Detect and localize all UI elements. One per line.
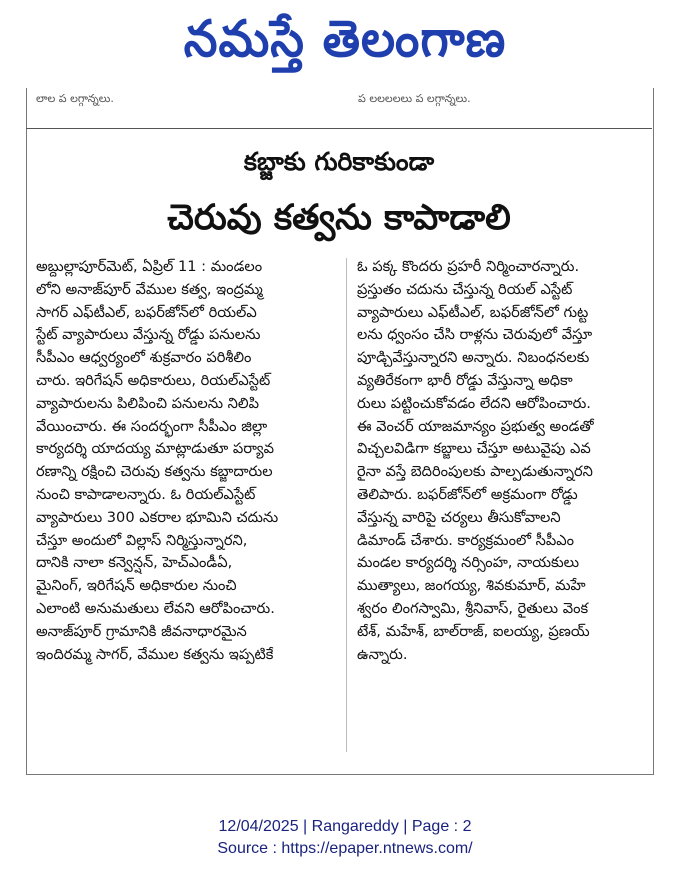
article-body-right: ఓ పక్క కొందరు ప్రహరీ నిర్మించారన్నారు. ప్రస్తుతం చదును చేస్తున్న రియల్‌ ఎస్టేట్‌ వ్యాపారులు ఎఫ్‌టీఎల్‌, బఫర్‌జోన్‌లో గుట్ట లను ధ్వంసం చేసి రాళ్లను చెరువులో వేస్తూ పూడ్చివేస్తున్నారని అన్నారు. నిబంధనలకు వ్యతిరేకంగా భారీ రోడ్డు వేస్తున్నా అధికా రులు పట్టించుకోవడం లేదని ఆరోపించారు. ఈ వెంచర్‌ యాజమాన్యం ప్రభుత్వ అండతో విచ్చలవిడిగా కబ్జాలు చేస్తూ అటువైపు ఎవ రైనా వస్తే బెదిరింపులకు పాల్పడుతున్నారని తెలిపారు. బఫర్‌జోన్‌లో అక్రమంగా రోడ్డు వేస్తున్న వారిపై చర్యలు తీసుకోవాలని డిమాండ్‌ చేశారు. కార్యక్రమంలో సీపీఎం మండల కార్యదర్శి నర్సింహ, నాయకులు ముత్యాలు, జంగయ్య, శివకుమార్‌, మహే శ్వరం లింగస్వామి, శ్రీనివాస్‌, రైతులు వెంక టేశ్‌, మహేశ్‌, బాల్‌రాజ్‌, ఐలయ్య, ప్రణయ్‌ ఉన్నారు.: [357, 258, 594, 663]
header-rule: [26, 128, 652, 129]
newspaper-masthead: [0, 4, 690, 74]
article-body-left: అబ్దుల్లాపూర్‌మెట్‌, ఏప్రిల్‌ 11 : మండలం లోని అనాజ్‌పూర్‌ వేముల కత్వ, ఇంద్రమ్మ సాగర్‌ ఎఫ్‌టీఎల్‌, బఫర్‌జోన్‌లో రియల్‌ఎ స్టేట్‌ వ్యాపారులు వేస్తున్న రోడ్డు పనులను సీపీఎం ఆధ్వర్యంలో శుక్రవారం పరిశీలిం చారు. ఇరిగేషన్‌ అధికారులు, రియల్‌ఎస్టేట్‌ వ్యాపారులను పిలిపించి పనులను నిలిపి వేయించారు. ఈ సందర్భంగా సీపీఎం జిల్లా కార్యదర్శి యాదయ్య మాట్లాడుతూ పర్యావ రణాన్ని రక్షించి చెరువు కత్వను కబ్జాదారుల నుంచి కాపాడాలన్నారు. ఓ రియల్‌ఎస్టేట్‌ వ్యాపారులు 300 ఎకరాల భూమిని చదును చేస్తూ అందులో విల్లాస్‌ నిర్మిస్తున్నారని, దానికి నాలా కన్వెన్షన్‌, హెచ్‌ఎండీఏ, మైనింగ్‌, ఇరిగేషన్‌ అధికారుల నుంచి ఎలాంటి అనుమతులు లేవని ఆరోపించారు. అనాజ్‌పూర్‌ గ్రామానికి జీవనాధారమైన ఇందిరమ్మ సాగర్‌, వేముల కత్వను ఇప్పటికే: [36, 258, 279, 663]
column-divider: [346, 258, 347, 752]
footer-source: Source : https://epaper.ntnews.com/: [217, 840, 473, 857]
clipped-text-left: లాల ప లగ్గాన్నలు.: [36, 92, 114, 105]
article-column-left: [36, 256, 338, 666]
masthead-logo-text: నమస్తే తెలంగాణ: [183, 9, 507, 69]
footer-date-edition: 12/04/2025 | Rangareddy | Page : 2: [218, 818, 472, 835]
article-kicker: కబ్జాకు గురికాకుండా: [243, 147, 435, 176]
article-column-right: [357, 256, 649, 666]
clipped-text-right: ప లలలలలు ప లగ్గాన్నలు.: [358, 92, 471, 105]
article-headline: చెరువు కత్వను కాపాడాలి: [167, 198, 511, 238]
